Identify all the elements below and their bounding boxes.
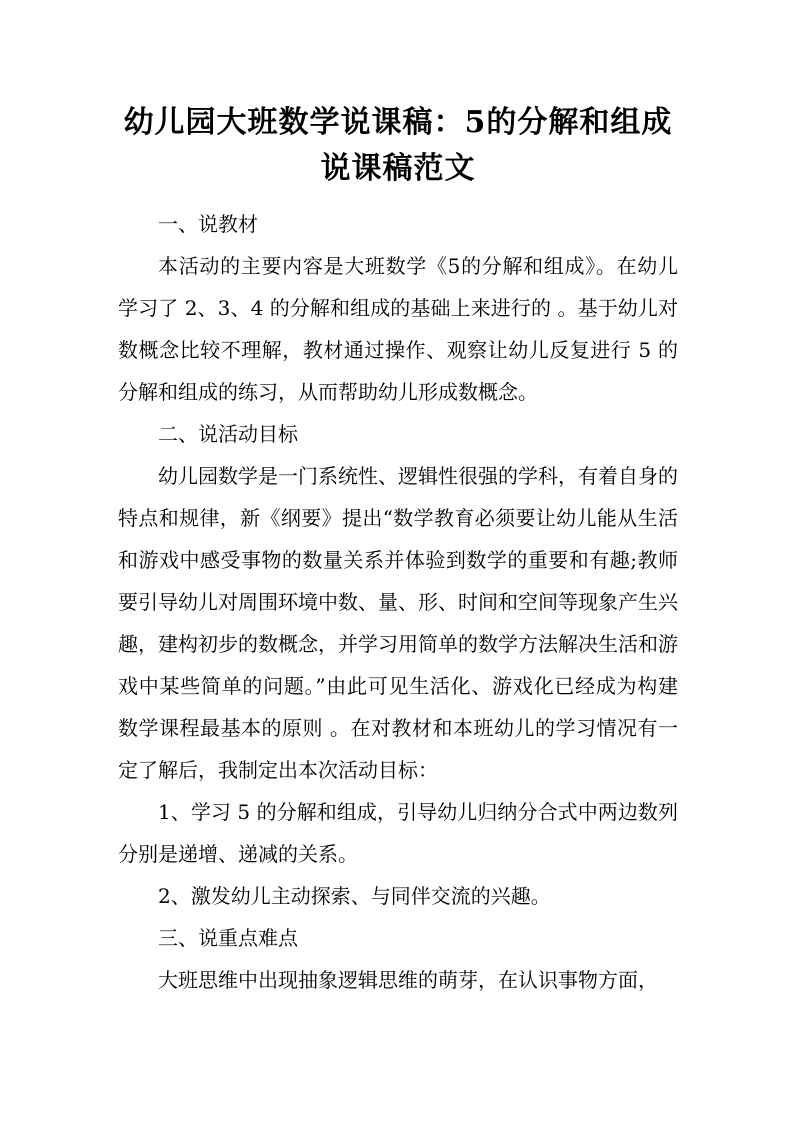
document-body [118,203,678,1001]
goal-item-2: 2、激发幼儿主动探索、与同伴交流的兴趣。 [158,884,551,908]
goal-item-1: 1、学习 5 的分解和组成，引导幼儿归纳分合式中两边数列分别是递增、递减的关系。 [118,800,678,866]
section-heading-teaching-material: 一、说教材 [158,212,258,236]
document-title: 幼儿园大班数学说课稿：5的分解和组成 说课稿范文 [123,105,673,186]
section-heading-activity-goals: 二、说活动目标 [158,422,298,446]
paragraph-teaching-material: 本活动的主要内容是大班数学《5的分解和组成》。在幼儿学习了 2、3、4 的分解和组成的基础上来进行的 。基于幼儿对数概念比较不理解，教材通过操作、观察让幼儿反复进行 5 的分解和组成的练习，从而帮助幼儿形成数概念。 [118,254,678,404]
paragraph-activity-goals: 幼儿园数学是一门系统性、逻辑性很强的学科，有着自身的特点和规律，新《纲要》提出“数学教育必须要让幼儿能从生活和游戏中感受事物的数量关系并体验到数学的重要和有趣;教师要引导幼儿对周围环境中数、量、形、时间和空间等现象产生兴趣，建构初步的数概念，并学习用简单的数学方法解决生活和游戏中某些简单的问题。”由此可见生活化、游戏化已经成为构建数学课程最基本的原则 。在对教材和本班幼儿的学习情况有一定了解后，我制定出本次活动目标： [118,464,678,782]
section-heading-key-difficulties: 三、说重点难点 [158,926,298,950]
paragraph-key-difficulties: 大班思维中出现抽象逻辑思维的萌芽，在认识事物方面， [158,968,658,992]
